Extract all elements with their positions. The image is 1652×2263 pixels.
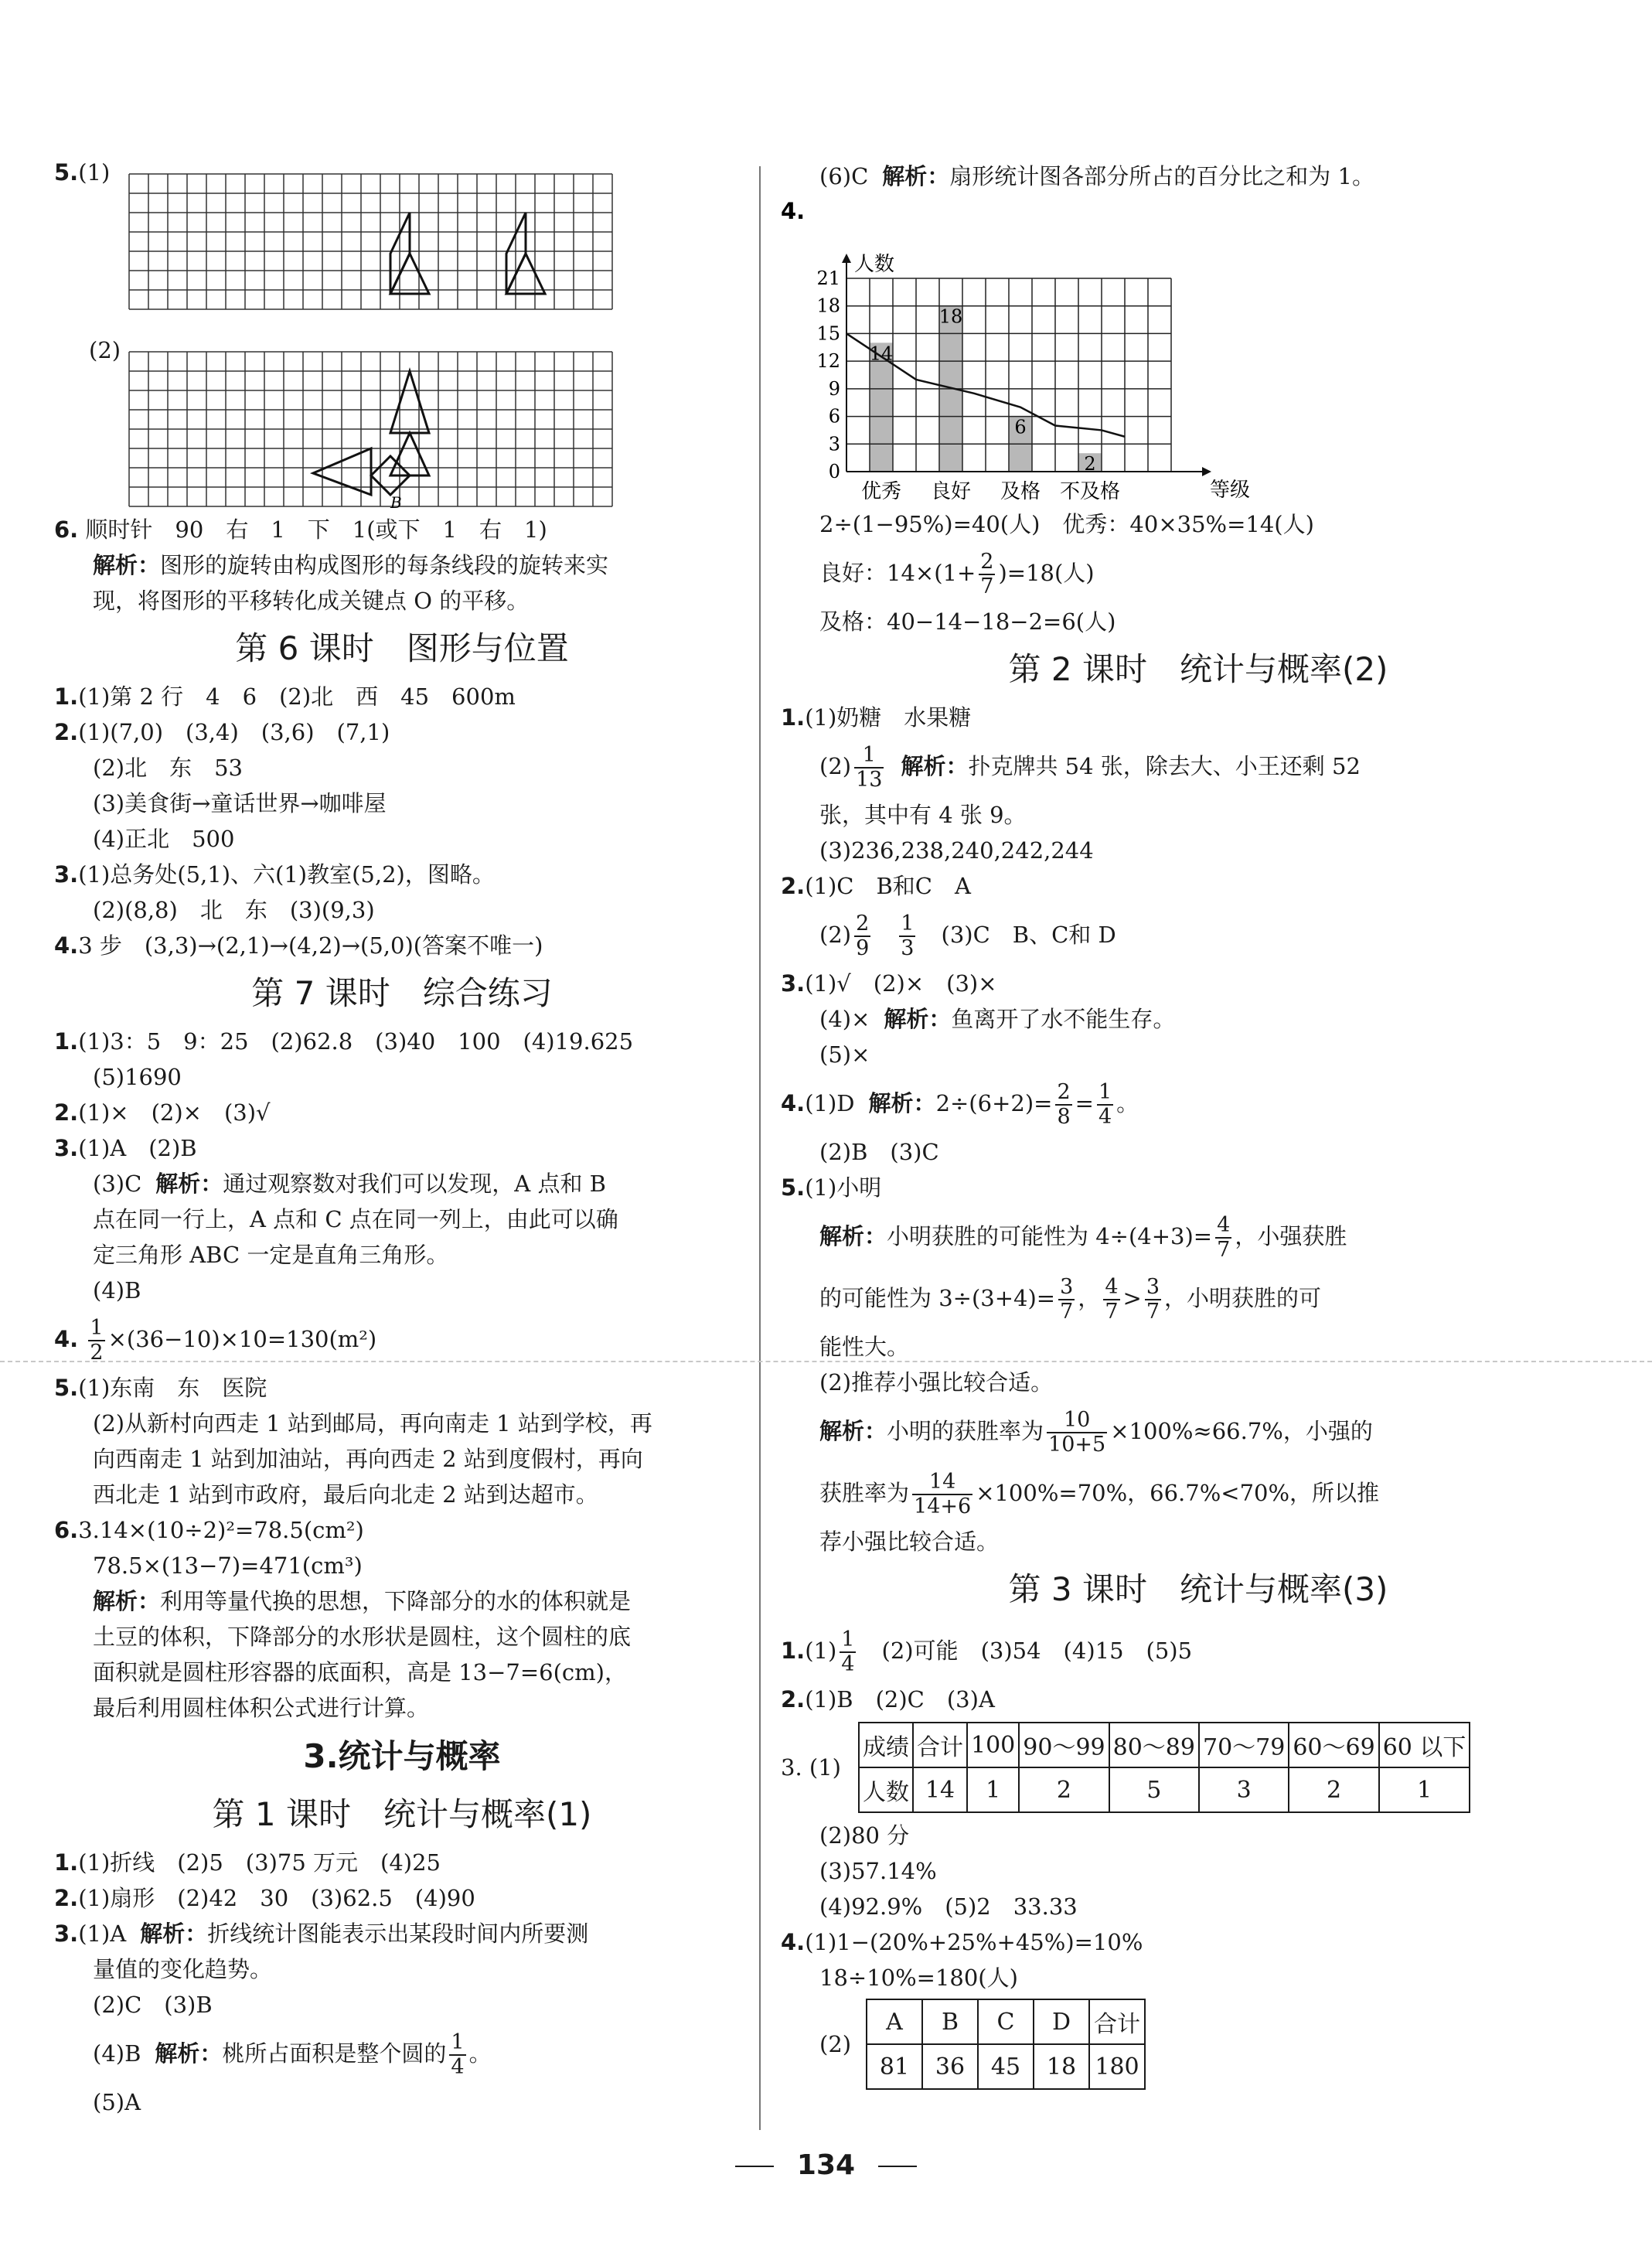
q5-grid-2 [54, 332, 750, 510]
shape-b2 [506, 254, 545, 294]
s2-5f-fraction: $\frac{10}{10+5}$ [1048, 1408, 1106, 1457]
s2-5f1: 小明的获胜率为 [887, 1418, 1044, 1444]
table-cell: 14 [913, 1767, 967, 1812]
table-row [859, 1723, 1470, 1767]
table-cell: 45 [978, 2044, 1034, 2089]
heading-lesson-7: 第 7 课时 综合练习 [251, 974, 553, 1012]
s2-3b-jx: 鱼离开了水不能生存。 [951, 1006, 1176, 1032]
s1-3d-fraction: $\frac{1}{4}$ [451, 2030, 465, 2079]
r4-b1: 良好：14×(1+ [819, 560, 976, 586]
s2-5c-fraction-2: $\frac{4}{7}$ [1105, 1275, 1119, 1324]
l7-2: (1)× (2)× (3)√ [78, 1099, 271, 1126]
jx-label: 解析： [868, 1090, 936, 1116]
l6-num: 4. [54, 932, 79, 959]
stat1-list: 1.(1)折线 (2)5 (3)75 万元 (4)25 2.(1)扇形 (2)42 30 (3)62.5 (4)90 3.(1)A 解析：折线统计图能表示出某段时间内所要测 量值的变化趋势。 (2)C (3)B (4)B 解析：桃所占面积是整个圆的 $\frac{1}{4}$ 。 (5)A [54, 1845, 750, 2120]
table-cell: D [1034, 1999, 1089, 2044]
s2-5b2: ，小强获胜 [1235, 1223, 1347, 1249]
table-cell: 成绩 [859, 1723, 913, 1767]
jx-label: 解析： [901, 753, 969, 779]
l7-5c: 向西南走 1 站到加油站，再向西走 2 站到度假村，再向 [93, 1446, 643, 1472]
s2-5c-fraction-3: $\frac{3}{7}$ [1146, 1275, 1160, 1324]
x-axis-title: 等级 [1210, 479, 1251, 502]
r4-c: 及格：40−14−18−2=6(人) [819, 608, 1116, 635]
bar-data-label: 2 [1084, 453, 1096, 475]
s1-3a-jx: 折线统计图能表示出某段时间内所要测 [207, 1920, 589, 1947]
jx-label: 解析： [884, 1006, 952, 1032]
s2-4a-fraction-1: $\frac{2}{8}$ [1057, 1080, 1071, 1129]
s2-5c1: 的可能性为 3÷(3+4)= [819, 1285, 1056, 1311]
bar-data-label: 18 [938, 305, 963, 328]
s2-2b-fraction-1: $\frac{2}{9}$ [856, 912, 870, 960]
bar-data-label: 6 [1014, 416, 1027, 438]
q5-number: 5. [54, 159, 79, 186]
s3-3-row [781, 1722, 1616, 1813]
table-cell: 60 以下 [1379, 1723, 1470, 1767]
y-tick-label: 0 [828, 461, 840, 482]
heading-lesson-6: 第 6 课时 图形与位置 [235, 629, 569, 667]
right-column [781, 158, 1616, 2090]
table-cell: 81 [867, 2044, 922, 2089]
shape-c1 [390, 371, 429, 433]
x-axis-arrow [1202, 467, 1211, 476]
score-table [858, 1722, 1470, 1813]
l7-3d: 定三角形 ABC 一定是直角三角形。 [93, 1242, 449, 1268]
s3-3-label: 3. (1) [781, 1754, 841, 1781]
jx-label: 解析： [819, 1418, 887, 1444]
abcd-table [866, 1999, 1146, 2090]
y-tick-label: 15 [816, 322, 840, 345]
s1-2: (1)扇形 (2)42 30 (3)62.5 (4)90 [78, 1885, 475, 1911]
y-tick-label: 6 [828, 405, 840, 428]
s3-3d: (4)92.9% (5)2 33.33 [819, 1893, 1078, 1920]
x-category-label: 良好 [930, 480, 972, 503]
x-category-label: 优秀 [860, 480, 902, 503]
s2-4a-fraction-2: $\frac{1}{4}$ [1098, 1080, 1112, 1129]
s3-4b: 18÷10%=180(人) [819, 1965, 1018, 1991]
s2-3a: (1)√ (2)× (3)× [805, 970, 997, 997]
s3-4-label: (2) [819, 2031, 852, 2057]
l7-1b: (5)1690 [93, 1064, 182, 1090]
l7-5a: (1)东南 东 医院 [78, 1375, 267, 1401]
shape-c2 [390, 433, 429, 475]
s2-5b-fraction: $\frac{4}{7}$ [1217, 1213, 1231, 1262]
table-cell: 合计 [1089, 1999, 1145, 2044]
s2-5g-fraction: $\frac{14}{14+6}$ [914, 1470, 972, 1518]
s1-3c: (2)C (3)B [93, 1992, 213, 2018]
l7-6b: 78.5×(13−7)=471(cm³) [93, 1552, 363, 1579]
s3-1: (2)可能 (3)54 (4)15 (5)5 [881, 1638, 1193, 1664]
q5-sub2: (2) [89, 337, 121, 363]
lesson6-list [54, 679, 750, 963]
s2-4a-jx: 2÷(6+2)= [935, 1090, 1053, 1116]
table-cell: 80～89 [1109, 1723, 1199, 1767]
l7-3a: (1)A (2)B [78, 1135, 197, 1161]
table-row [867, 1999, 1145, 2044]
table-cell: 1 [1379, 1767, 1470, 1812]
s1-3d: (4)B [93, 2040, 141, 2067]
stat3-list: 1.(1) $\frac{1}{4}$ (2)可能 (3)54 (4)15 (5)5 2.(1)B (2)C (3)A 3. (1) 成绩 合计 100 90～99 80～89 70～79 60～69 60 以下 人数 14 1 2 5 3 2 1 (2)80 分 (3)57.14% (4)92.9% (5)2 33.33 4.(1)1−(20%+25%+45%)=10% 18÷10%=180(人) (2) A B C D 合计 81 36 45 18 180 [781, 1620, 1616, 2090]
s2-5h: 荐小强比较合适。 [819, 1529, 1000, 1555]
heading-stat-1: 第 1 课时 统计与概率(1) [212, 1795, 592, 1833]
stat2-list: 1.(1)奶糖 水果糖 (2) $\frac{1}{13}$ 解析：扑克牌共 54 张，除去大、小王还剩 52 张，其中有 4 张 9。 (3)236,238,240,242,244 2.(1)C B和C A (2) $\frac{2}{9}$ $\frac{1}{3}$ (3)C B、C和 D 3.(1)√ (2)× (3)× (4)× 解析：鱼离开了水不能生存。 (5)× 4.(1)D 解析：2÷(6+2)= $\frac{2}{8}$ = $\frac{1}{4}$ 。 (2)B (3)C 5.(1)小明 解析：小明获胜的可能性为 4÷(4+3)= $\frac{4}{7}$ ，小强获胜 的可能性为 3÷(3+4)= $\frac{3}{7}$ ， $\frac{4}{7}$ > $\frac{3}{7}$ ，小明获胜的可 能性大。 (2)推荐小强比较合适。 解析：小明的获胜率为 $\frac{10}{10+5}$ ×100%≈66.7%，小强的 获胜率为 $\frac{14}{14+6}$ ×100%=70%，66.7%<70%，所以推 荐小强比较合适。 [781, 700, 1616, 1559]
l6-num: 1. [54, 683, 79, 710]
table-cell: 3 [1199, 1767, 1289, 1812]
s2-2b: (3)C B、C和 D [941, 922, 1116, 948]
grid-figure-2 [128, 348, 630, 514]
table-cell: 70～79 [1199, 1723, 1289, 1767]
s1-3d-jx: 桃所占面积是整个圆的 [222, 2040, 447, 2067]
table-cell: 18 [1034, 2044, 1089, 2089]
s1-3a: (1)A [78, 1920, 127, 1947]
q4-number: 4. [781, 198, 806, 224]
page-number-text: 134 [796, 2149, 856, 2181]
s2-1d: (3)236,238,240,242,244 [819, 837, 1094, 864]
jx-label: 解析： [140, 1920, 208, 1947]
s2-5c-fraction-1: $\frac{3}{7}$ [1060, 1275, 1074, 1324]
l7-1a: (1)3：5 9：25 (2)62.8 (3)40 100 (4)19.625 [78, 1028, 634, 1055]
table-cell: 60～69 [1289, 1723, 1378, 1767]
bar-chart [781, 197, 1616, 506]
jx-label: 解析： [155, 1171, 223, 1197]
table-cell: 90～99 [1019, 1723, 1109, 1767]
l6-line: 3 步 (3,3)→(2,1)→(4,2)→(5,0)(答案不唯一) [78, 932, 543, 959]
table-cell: 1 [967, 1767, 1019, 1812]
table-cell: 36 [922, 2044, 978, 2089]
l7-3b-jx: 通过观察数对我们可以发现，A 点和 B [223, 1171, 606, 1197]
q6-number: 6. [54, 516, 79, 543]
table-cell: 2 [1289, 1767, 1378, 1812]
l6-num: 2. [54, 719, 79, 745]
l7-6e: 面积就是圆柱形容器的底面积，高是 13−7=6(cm)， [93, 1659, 627, 1685]
table-cell: 180 [1089, 2044, 1145, 2089]
q5-grid-1 [54, 155, 750, 332]
grid-figure-1 [128, 170, 630, 317]
l7-6d: 土豆的体积，下降部分的水形状是圆柱，这个圆柱的底 [93, 1624, 632, 1650]
r4-b2: )=18(人) [998, 560, 1095, 586]
s2-2a: (1)C B和C A [805, 873, 971, 899]
r6-jx: 扇形统计图各部分所占的百分比之和为 1。 [949, 163, 1374, 189]
s2-5g1: 获胜率为 [819, 1480, 910, 1506]
l6-line: (2)北 东 53 [93, 755, 243, 781]
s3-1-fraction: $\frac{1}{4}$ [841, 1627, 855, 1676]
s3-4a: (1)1−(20%+25%+45%)=10% [805, 1929, 1143, 1955]
y-tick-label: 21 [816, 268, 840, 289]
s2-5a: (1)小明 [805, 1174, 882, 1201]
s2-4b: (2)B (3)C [819, 1139, 939, 1165]
l6-num: 3. [54, 861, 79, 888]
s2-3b: (4)× [819, 1006, 870, 1032]
l6-line: (1)(7,0) (3,4) (3,6) (7,1) [78, 719, 390, 745]
s2-5f2: ×100%≈66.7%，小强的 [1110, 1418, 1373, 1444]
heading-stat-2: 第 2 课时 统计与概率(2) [1008, 650, 1388, 688]
l7-3b: (3)C [93, 1171, 142, 1197]
s2-5b: 小明获胜的可能性为 4÷(4+3)= [887, 1223, 1213, 1249]
s2-1c: 张，其中有 4 张 9。 [819, 802, 1027, 828]
table-cell: 合计 [913, 1723, 967, 1767]
l7-6c: 利用等量代换的思想，下降部分的水的体积就是 [160, 1588, 632, 1614]
y-tick-label: 18 [816, 295, 840, 317]
y-tick-label: 12 [816, 350, 840, 373]
heading-stat-3: 第 3 课时 统计与概率(3) [1008, 1570, 1388, 1608]
table-cell: 5 [1109, 1767, 1199, 1812]
table-row [867, 2044, 1145, 2089]
l7-3c: 点在同一行上，A 点和 C 点在同一列上，由此可以确 [93, 1206, 618, 1232]
s3-4-row [819, 1999, 1616, 2090]
y-tick-label: 9 [828, 377, 840, 400]
s3-3c: (3)57.14% [819, 1858, 937, 1884]
table-cell: 2 [1019, 1767, 1109, 1812]
l7-6f: 最后利用圆柱体积公式进行计算。 [93, 1695, 430, 1721]
l7-4-fraction: $\frac{1}{2}$ [90, 1316, 104, 1365]
l6-line: (3)美食街→童话世界→咖啡屋 [93, 790, 387, 816]
table-cell: 人数 [859, 1767, 913, 1812]
table-cell: C [978, 1999, 1034, 2044]
l7-5d: 西北走 1 站到市政府，最后向北走 2 站到达超市。 [93, 1481, 598, 1508]
bar-data-label: 14 [869, 343, 894, 365]
jx-label: 解析： [93, 552, 161, 578]
jx-label: 解析： [93, 1588, 161, 1614]
table-cell: B [922, 1999, 978, 2044]
s2-4a: (1)D [805, 1090, 855, 1116]
y-axis-arrow [842, 254, 851, 263]
r4-b-fraction: $\frac{2}{7}$ [980, 550, 994, 598]
table-cell: 100 [967, 1723, 1019, 1767]
point-b-label: B [390, 493, 402, 512]
column-divider [759, 166, 761, 2130]
r6: (6)C [819, 163, 869, 189]
r4-a: 2÷(1−95%)=40(人) 优秀：40×35%=14(人) [819, 511, 1314, 537]
heading-section-3: 3.统计与概率 [303, 1737, 501, 1775]
q5-sub1: (1) [78, 159, 111, 186]
s1-1: (1)折线 (2)5 (3)75 万元 (4)25 [78, 1849, 441, 1876]
s2-1b-jx: 扑克牌共 54 张，除去大、小王还剩 52 [968, 753, 1361, 779]
s3-3b: (2)80 分 [819, 1822, 910, 1849]
shape-a2 [390, 254, 429, 294]
l6-line: (4)正北 500 [93, 826, 235, 852]
l7-6a: 3.14×(10÷2)²=78.5(cm²) [78, 1517, 364, 1543]
y-axis-title: 人数 [854, 253, 895, 276]
lesson7-list: 1.(1)3：5 9：25 (2)62.8 (3)40 100 (4)19.625 (5)1690 2.(1)× (2)× (3)√ 3.(1)A (2)B (3)C 解析：通过观察数对我们可以发现，A 点和 B 点在同一行上，A 点和 C 点在同一列上，由此可以确 定三角形 ABC 一定是直角三角形。 (4)B 4. $\frac{1}{2}$ ×(36−10)×10=130(m²) 5.(1)东南 东 医院 (2)从新村向西走 1 站到邮局，再向南走 1 站到学校，再 向西南走 1 站到加油站，再向西走 2 站到度假村，再向 西北走 1 站到市政府，最后向北走 2 站到达超市。 6.3.14×(10÷2)²=78.5(cm²) 78.5×(13−7)=471(cm³) 解析：利用等量代换的思想，下降部分的水的体积就是 土豆的体积，下降部分的水形状是圆柱，这个圆柱的底 面积就是圆柱形容器的底面积，高是 13−7=6(cm)， 最后利用圆柱体积公式进行计算。 [54, 1024, 750, 1726]
s2-5g2: ×100%=70%，66.7%<70%，所以推 [976, 1480, 1380, 1506]
l7-4: ×(36−10)×10=130(m²) [107, 1326, 377, 1352]
q6-jx-2: 现，将图形的平移转化成关键点 O 的平移。 [93, 588, 530, 614]
page-number [0, 2149, 1652, 2181]
l6-line: (1)第 2 行 4 6 (2)北 西 45 600m [78, 683, 516, 710]
l7-5b: (2)从新村向西走 1 站到邮局，再向南走 1 站到学校，再 [93, 1410, 652, 1437]
l6-line: (1)总务处(5,1)、六(1)教室(5,2)，图略。 [78, 861, 495, 888]
s3-2: (1)B (2)C (3)A [805, 1686, 995, 1713]
l6-line: (2)(8,8) 北 东 (3)(9,3) [93, 897, 375, 923]
bar-chart-svg [781, 197, 1322, 506]
s2-1a: (1)奶糖 水果糖 [805, 704, 972, 731]
s1-3b: 量值的变化趋势。 [93, 1956, 273, 1982]
l7-3e: (4)B [93, 1277, 141, 1304]
s2-5d: 能性大。 [819, 1334, 910, 1360]
s2-2b-fraction-2: $\frac{1}{3}$ [901, 912, 915, 960]
s2-1b-fraction: $\frac{1}{13}$ [856, 743, 883, 792]
table-row [859, 1767, 1470, 1812]
table-cell: A [867, 1999, 922, 2044]
q6-jx-1: 图形的旋转由构成图形的每条线段的旋转来实 [160, 552, 609, 578]
jx-label: 解析： [819, 1223, 887, 1249]
s2-5c2: ，小明获胜的可 [1164, 1285, 1322, 1311]
left-column [54, 155, 750, 2120]
s2-5e: (2)推荐小强比较合适。 [819, 1369, 1054, 1396]
jx-label: 解析： [155, 2040, 223, 2067]
x-category-label: 及格 [1000, 480, 1041, 503]
x-category-label: 不及格 [1059, 480, 1121, 503]
q6-text: 顺时针 90 右 1 下 1(或下 1 右 1) [85, 516, 547, 543]
jx-label: 解析： [882, 163, 950, 189]
s1-3e: (5)A [93, 2089, 141, 2115]
y-tick-label: 3 [828, 433, 840, 455]
s2-3c: (5)× [819, 1041, 870, 1068]
